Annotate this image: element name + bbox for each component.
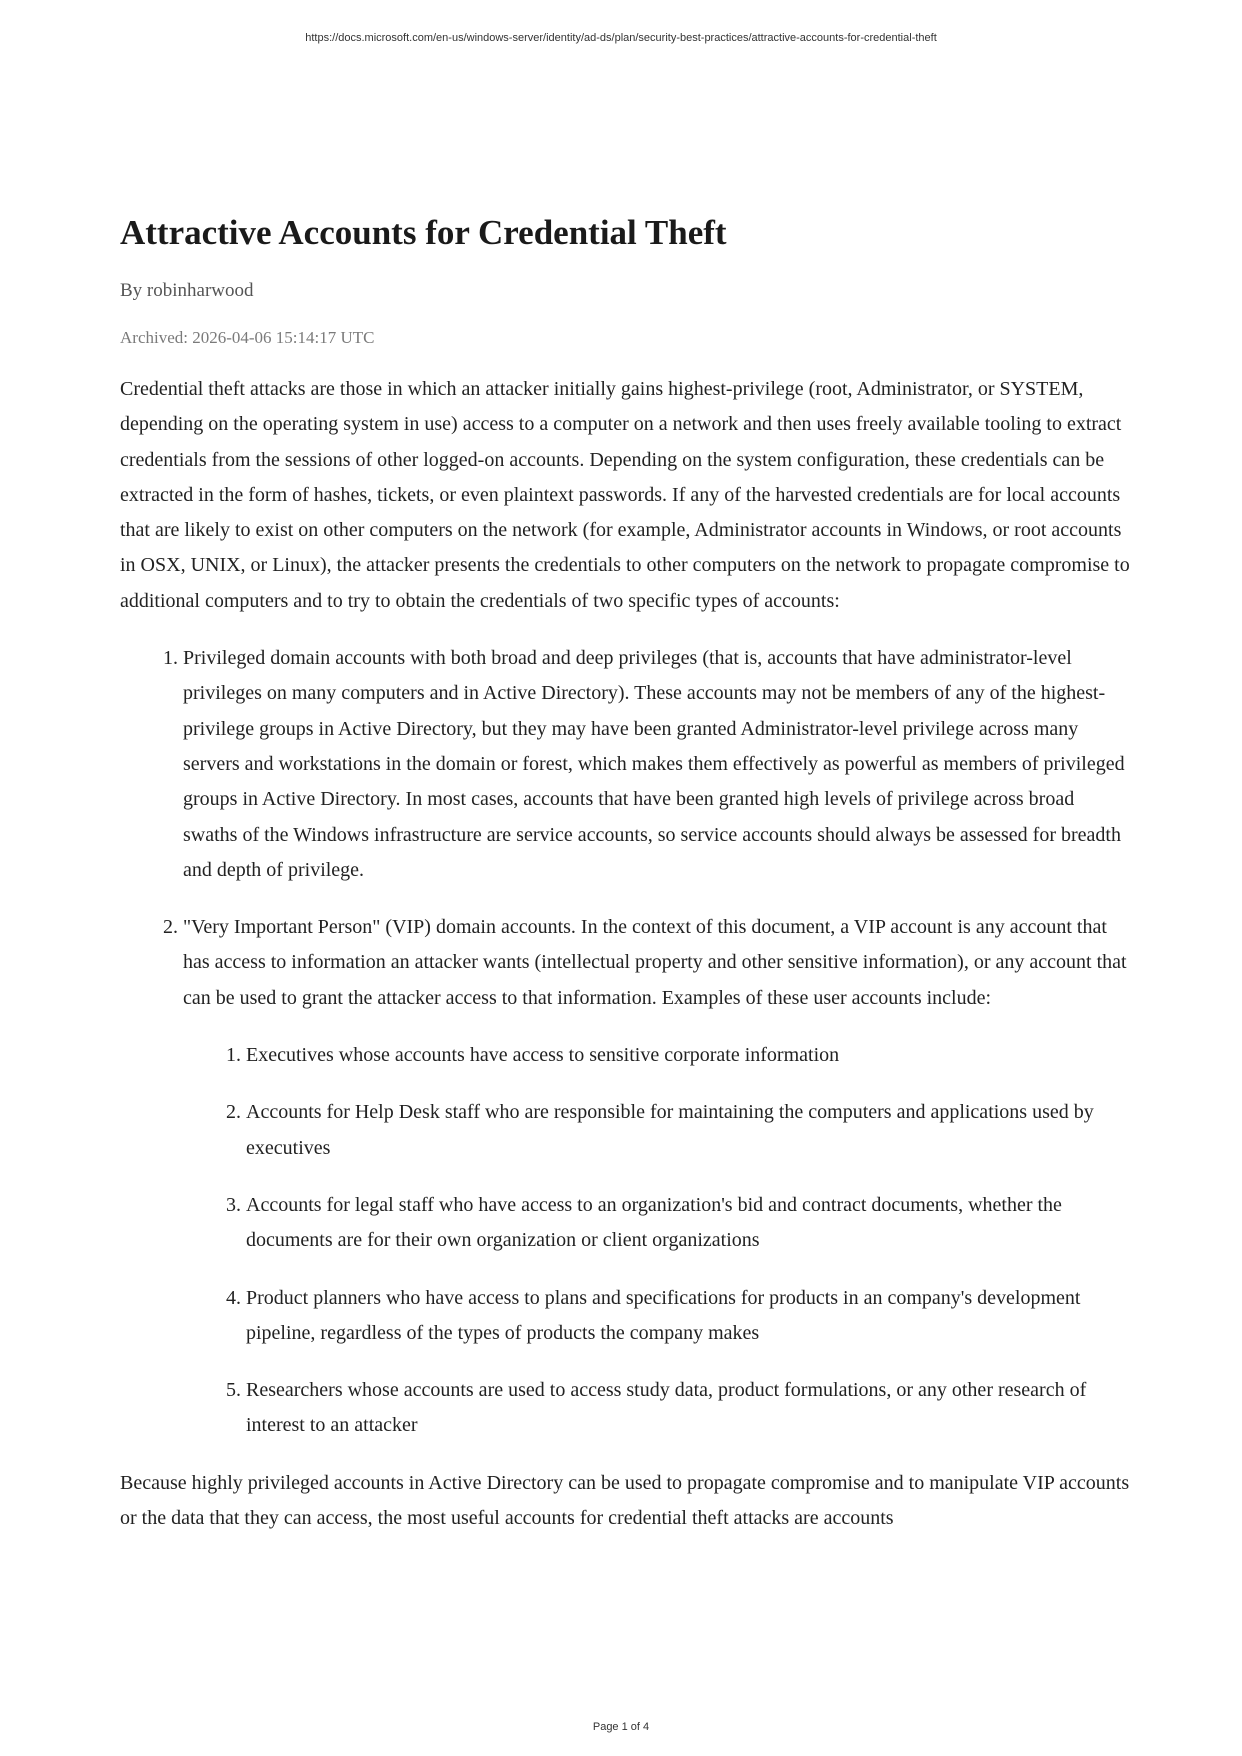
page-number: Page 1 of 4 [592, 1721, 650, 1733]
sublist-item [246, 1281, 1130, 1352]
sublist-item [246, 1038, 1130, 1073]
sublist-item-text: Product planners who have access to plans and specifications for products in an company's development pipeline, regardless of the types of products the company makes [246, 1286, 1081, 1344]
sublist-item-text: Accounts for Help Desk staff who are responsible for maintaining the computers and applications used by executives [246, 1101, 1094, 1159]
article-content [120, 212, 1130, 1536]
sublist-item-text: Executives whose accounts have access to sensitive corporate information [246, 1044, 840, 1067]
sublist-item-text: Accounts for legal staff who have access to an organization's bid and contract documents, whether the documents are for their own organization or client organizations [246, 1193, 1062, 1252]
sublist-item [246, 1373, 1130, 1444]
article-byline: By robinharwood [120, 280, 254, 301]
list-item-text: Privileged domain accounts with both broad and deep privileges (that is, accounts that have administrator-level privileges on many computers and in Active Directory). These accounts may not be members of any of the highest-privilege groups in Active Directory, but they may have been granted Administrator-level privilege across many servers and workstations in the domain or forest, which makes them effectively as powerful as members of privileged groups in Active Directory. In most cases, accounts that have been granted high levels of privilege across broad swaths of the Windows infrastructure are service accounts, so service accounts should always be assessed for breadth and depth of privilege. [183, 647, 1125, 881]
account-types-list [120, 641, 1130, 1444]
list-item [183, 641, 1130, 888]
closing-paragraph: Because highly privileged accounts in Active Directory can be used to propagate compromise and to manipulate VIP accounts or the data that they can access, the most useful accounts for credential theft attacks are accounts [120, 1471, 1130, 1530]
archived-timestamp: Archived: 2026-04-06 15:14:17 UTC [120, 328, 375, 347]
article-title: Attractive Accounts for Credential Theft [120, 213, 727, 252]
intro-paragraph: Credential theft attacks are those in which an attacker initially gains highest-privilege (root, Administrator, or SYSTEM, depending on the operating system in use) access to a computer on a network and then uses freely available tooling to extract credentials from the sessions of other logged-on accounts. Depending on the system configuration, these credentials can be extracted in the form of hashes, tickets, or even plaintext passwords. If any of the harvested credentials are for local accounts that are likely to exist on other computers on the network (for example, Administrator accounts in Windows, or root accounts in OSX, UNIX, or Linux), the attacker presents the credentials to other computers on the network to propagate compromise to additional computers and to try to obtain the credentials of two specific types of accounts: [120, 378, 1130, 612]
vip-examples-list [183, 1038, 1130, 1444]
sublist-item [246, 1095, 1130, 1166]
list-item [183, 910, 1130, 1444]
sublist-item-text: Researchers whose accounts are used to access study data, product formulations, or any other research of interest to an attacker [246, 1379, 1087, 1437]
sublist-item [246, 1188, 1130, 1259]
list-item-text: "Very Important Person" (VIP) domain accounts. In the context of this document, a VIP account is any account that has access to information an attacker wants (intellectual property and other sensitive information), or any account that can be used to grant the attacker access to that information. Examples of these user accounts include: [183, 916, 1127, 1009]
page-url-header: https://docs.microsoft.com/en-us/windows-server/identity/ad-ds/plan/security-best-practices/attractive-accounts-for-credential-theft [305, 32, 937, 44]
